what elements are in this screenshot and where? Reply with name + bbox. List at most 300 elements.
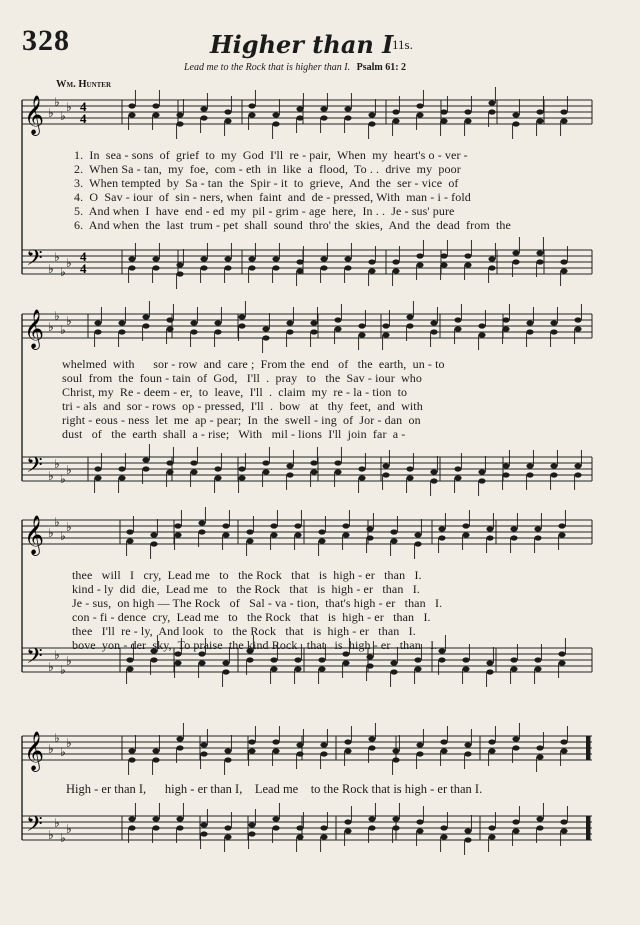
- note-head: [334, 317, 341, 322]
- note-head: [166, 469, 173, 474]
- note-head: [296, 751, 303, 756]
- note-head: [382, 323, 389, 328]
- note-head: [392, 757, 399, 762]
- note-head: [176, 736, 183, 741]
- note-head: [296, 825, 303, 830]
- treble-clef-icon: 𝄞: [24, 95, 45, 135]
- hymn-title: Higher than I: [210, 30, 394, 59]
- note-head: [190, 460, 197, 465]
- note-head: [416, 751, 423, 756]
- note-head: [430, 329, 437, 334]
- music-system-4: [0, 716, 640, 886]
- note-head: [320, 825, 327, 830]
- note-head: [176, 825, 183, 830]
- note-head: [342, 660, 349, 665]
- flat-icon: ♭: [48, 660, 54, 674]
- note-head: [166, 326, 173, 331]
- note-head: [344, 748, 351, 753]
- note-head: [174, 532, 181, 537]
- note-head: [462, 666, 469, 671]
- note-head: [488, 100, 495, 105]
- note-head: [214, 475, 221, 480]
- note-head: [150, 657, 157, 662]
- bass-clef-icon: 𝄢: [26, 453, 43, 483]
- note-head: [462, 657, 469, 662]
- note-head: [222, 523, 229, 528]
- note-head: [382, 332, 389, 337]
- note-head: [454, 317, 461, 322]
- note-head: [560, 109, 567, 114]
- note-head: [118, 329, 125, 334]
- note-head: [238, 466, 245, 471]
- final-bar-line: [586, 816, 590, 840]
- flat-icon: ♭: [66, 463, 72, 477]
- note-head: [200, 256, 207, 261]
- note-head: [286, 329, 293, 334]
- note-head: [536, 109, 543, 114]
- note-head: [176, 262, 183, 267]
- flat-icon: ♭: [54, 731, 60, 745]
- note-head: [118, 466, 125, 471]
- note-head: [270, 657, 277, 662]
- note-head: [366, 663, 373, 668]
- note-head: [272, 256, 279, 261]
- note-head: [318, 657, 325, 662]
- note-head: [440, 262, 447, 267]
- note-head: [344, 115, 351, 120]
- note-head: [272, 748, 279, 753]
- flat-icon: ♭: [54, 515, 60, 529]
- note-head: [152, 103, 159, 108]
- note-head: [464, 751, 471, 756]
- flat-icon: ♭: [66, 520, 72, 534]
- stanza-5-line-3: thee I'll re - ly, And look to the Rock that is high - er than I.: [72, 624, 416, 638]
- note-head: [318, 538, 325, 543]
- note-head: [294, 532, 301, 537]
- note-head: [486, 535, 493, 540]
- note-head: [142, 323, 149, 328]
- note-head: [190, 469, 197, 474]
- note-head: [392, 259, 399, 264]
- note-head: [286, 463, 293, 468]
- note-head: [440, 834, 447, 839]
- note-head: [526, 463, 533, 468]
- note-head: [502, 463, 509, 468]
- note-head: [214, 329, 221, 334]
- note-head: [238, 323, 245, 328]
- note-head: [294, 666, 301, 671]
- bass-clef-icon: 𝄢: [26, 246, 43, 276]
- note-head: [574, 317, 581, 322]
- note-head: [464, 109, 471, 114]
- flat-icon: ♭: [48, 469, 54, 483]
- note-head: [536, 118, 543, 123]
- note-head: [344, 256, 351, 261]
- note-head: [416, 253, 423, 258]
- note-head: [166, 317, 173, 322]
- note-head: [142, 466, 149, 471]
- note-head: [368, 825, 375, 830]
- note-head: [440, 118, 447, 123]
- stanza-5-line-2: right - eous - ness let me ap - pear; In the swell - ing of Jor - dan on: [62, 413, 421, 427]
- note-head: [464, 828, 471, 833]
- bass-staff: [22, 250, 592, 274]
- note-head: [502, 326, 509, 331]
- note-head: [224, 748, 231, 753]
- scripture-reference: Psalm 61: 2: [356, 62, 407, 73]
- note-head: [368, 816, 375, 821]
- note-head: [464, 742, 471, 747]
- flat-icon: ♭: [60, 323, 66, 337]
- treble-clef-icon: 𝄞: [24, 731, 45, 771]
- note-head: [214, 466, 221, 471]
- note-head: [560, 268, 567, 273]
- flat-icon: ♭: [60, 831, 66, 845]
- note-head: [440, 748, 447, 753]
- note-head: [390, 660, 397, 665]
- note-head: [320, 265, 327, 270]
- note-head: [118, 475, 125, 480]
- time-signature: 4: [80, 111, 87, 126]
- note-head: [222, 669, 229, 674]
- note-head: [224, 256, 231, 261]
- note-head: [558, 660, 565, 665]
- note-head: [344, 265, 351, 270]
- note-head: [128, 825, 135, 830]
- note-head: [368, 745, 375, 750]
- note-head: [510, 535, 517, 540]
- note-head: [272, 265, 279, 270]
- note-head: [560, 739, 567, 744]
- note-head: [152, 748, 159, 753]
- stanza-2-line-2: soul from the foun - tain of God, I'll . pray to the Sav - iour who: [62, 371, 422, 385]
- note-head: [286, 320, 293, 325]
- note-head: [464, 837, 471, 842]
- note-head: [334, 460, 341, 465]
- note-head: [430, 478, 437, 483]
- note-head: [262, 469, 269, 474]
- flat-icon: ♭: [66, 654, 72, 668]
- stanza-1-line-3: thee will I cry, Lead me to the Rock that is high - er than I.: [72, 568, 422, 582]
- note-head: [294, 657, 301, 662]
- note-head: [534, 535, 541, 540]
- note-head: [440, 825, 447, 830]
- note-head: [200, 822, 207, 827]
- note-head: [248, 822, 255, 827]
- bass-staff: [22, 816, 592, 840]
- note-head: [430, 320, 437, 325]
- flat-icon: ♭: [54, 95, 60, 109]
- note-head: [200, 115, 207, 120]
- stanza-6-line-3: bove yon - der sky, To praise the kind Rock that is high - er than I.: [72, 638, 438, 652]
- note-head: [224, 265, 231, 270]
- note-head: [440, 253, 447, 258]
- note-head: [128, 256, 135, 261]
- note-head: [440, 739, 447, 744]
- note-head: [414, 657, 421, 662]
- note-head: [334, 326, 341, 331]
- note-head: [368, 112, 375, 117]
- note-head: [438, 535, 445, 540]
- note-head: [152, 825, 159, 830]
- note-head: [406, 323, 413, 328]
- note-head: [174, 660, 181, 665]
- note-head: [536, 745, 543, 750]
- note-head: [128, 103, 135, 108]
- final-bar-line: [586, 736, 590, 760]
- note-head: [128, 265, 135, 270]
- note-head: [222, 532, 229, 537]
- note-head: [512, 121, 519, 126]
- note-head: [488, 825, 495, 830]
- composer: Wm. Hunter: [56, 79, 112, 90]
- flat-icon: ♭: [48, 320, 54, 334]
- note-head: [318, 666, 325, 671]
- flat-icon: ♭: [54, 816, 60, 830]
- note-head: [558, 651, 565, 656]
- note-head: [320, 751, 327, 756]
- note-head: [224, 834, 231, 839]
- note-head: [358, 323, 365, 328]
- flat-icon: ♭: [48, 106, 54, 120]
- hymn-number: 328: [22, 24, 70, 57]
- note-head: [390, 669, 397, 674]
- stanza-6-line-1: 6. And when the last trum - pet shall sound thro' the skies, And the dead from the: [74, 218, 511, 232]
- note-head: [438, 526, 445, 531]
- note-head: [512, 745, 519, 750]
- stanza-4-line-2: tri - als and sor - rows op - pressed, I'll . bow at thy feet, and with: [62, 399, 423, 413]
- note-head: [344, 106, 351, 111]
- note-head: [270, 523, 277, 528]
- note-head: [406, 466, 413, 471]
- note-head: [310, 320, 317, 325]
- note-head: [462, 523, 469, 528]
- note-head: [270, 666, 277, 671]
- flat-icon: ♭: [66, 100, 72, 114]
- note-head: [152, 265, 159, 270]
- note-head: [414, 541, 421, 546]
- note-head: [176, 816, 183, 821]
- note-head: [200, 742, 207, 747]
- flat-icon: ♭: [48, 526, 54, 540]
- note-head: [286, 472, 293, 477]
- note-head: [534, 657, 541, 662]
- note-head: [574, 472, 581, 477]
- note-head: [366, 535, 373, 540]
- refrain-line: High - er than I, high - er than I, Lead me to the Rock that is high - er than I.: [66, 782, 483, 796]
- flat-icon: ♭: [54, 250, 60, 264]
- note-head: [478, 332, 485, 337]
- note-head: [176, 112, 183, 117]
- time-signature: 4: [80, 261, 87, 276]
- note-head: [248, 265, 255, 270]
- flat-icon: ♭: [48, 742, 54, 756]
- note-head: [414, 666, 421, 671]
- note-head: [534, 526, 541, 531]
- note-head: [512, 250, 519, 255]
- note-head: [488, 748, 495, 753]
- note-head: [270, 532, 277, 537]
- note-head: [238, 475, 245, 480]
- note-head: [510, 666, 517, 671]
- note-head: [246, 529, 253, 534]
- note-head: [200, 751, 207, 756]
- note-head: [152, 256, 159, 261]
- note-head: [94, 320, 101, 325]
- note-head: [174, 523, 181, 528]
- note-head: [128, 748, 135, 753]
- note-head: [342, 523, 349, 528]
- note-head: [502, 317, 509, 322]
- note-head: [406, 314, 413, 319]
- note-head: [262, 335, 269, 340]
- note-head: [294, 523, 301, 528]
- stanza-1-line-2: whelmed with sor - row and care ; From the end of the earth, un - to: [62, 357, 445, 371]
- note-head: [344, 828, 351, 833]
- note-head: [128, 112, 135, 117]
- note-head: [262, 460, 269, 465]
- note-head: [150, 532, 157, 537]
- note-head: [150, 541, 157, 546]
- note-head: [118, 320, 125, 325]
- note-head: [416, 742, 423, 747]
- note-head: [560, 748, 567, 753]
- note-head: [512, 819, 519, 824]
- note-head: [512, 112, 519, 117]
- note-head: [438, 657, 445, 662]
- note-head: [272, 121, 279, 126]
- flat-icon: ♭: [60, 265, 66, 279]
- note-head: [526, 329, 533, 334]
- note-head: [262, 326, 269, 331]
- stanza-3-line-2: Christ, my Re - deem - er, to leave, I'll . claim my re - la - tion to: [62, 385, 408, 399]
- note-head: [478, 469, 485, 474]
- flat-icon: ♭: [66, 314, 72, 328]
- note-head: [94, 329, 101, 334]
- note-head: [368, 268, 375, 273]
- note-head: [512, 259, 519, 264]
- note-head: [550, 329, 557, 334]
- note-head: [560, 118, 567, 123]
- note-head: [414, 532, 421, 537]
- note-head: [142, 457, 149, 462]
- note-head: [320, 115, 327, 120]
- note-head: [142, 314, 149, 319]
- treble-staff: [22, 520, 592, 544]
- flat-icon: ♭: [60, 109, 66, 123]
- note-head: [246, 538, 253, 543]
- note-head: [238, 314, 245, 319]
- note-head: [512, 736, 519, 741]
- note-head: [248, 103, 255, 108]
- flat-icon: ♭: [48, 262, 54, 276]
- note-head: [502, 472, 509, 477]
- note-head: [152, 112, 159, 117]
- note-head: [248, 748, 255, 753]
- flat-icon: ♭: [60, 663, 66, 677]
- note-head: [488, 739, 495, 744]
- note-head: [416, 103, 423, 108]
- flat-icon: ♭: [54, 457, 60, 471]
- note-head: [526, 472, 533, 477]
- note-head: [488, 109, 495, 114]
- note-head: [320, 834, 327, 839]
- note-head: [334, 469, 341, 474]
- note-head: [198, 520, 205, 525]
- note-head: [152, 816, 159, 821]
- note-head: [190, 320, 197, 325]
- note-head: [296, 106, 303, 111]
- note-head: [536, 816, 543, 821]
- note-head: [224, 757, 231, 762]
- note-head: [214, 320, 221, 325]
- stanza-3-line-3: Je - sus, on high — The Rock of Sal - va - tion, that's high - er than I.: [72, 596, 443, 610]
- epigraph: [184, 62, 406, 73]
- note-head: [248, 256, 255, 261]
- flat-icon: ♭: [66, 736, 72, 750]
- note-head: [558, 523, 565, 528]
- note-head: [478, 478, 485, 483]
- note-head: [536, 259, 543, 264]
- note-head: [126, 657, 133, 662]
- stanza-2-line-1: 2. When Sa - tan, my foe, com - eth in like a flood, To . . drive my poor: [74, 162, 461, 176]
- note-head: [224, 118, 231, 123]
- note-head: [368, 259, 375, 264]
- note-head: [94, 475, 101, 480]
- note-head: [126, 666, 133, 671]
- note-head: [224, 825, 231, 830]
- stanza-3-line-1: 3. When tempted by Sa - tan the Spir - it to grieve, And the ser - vice of: [74, 176, 459, 190]
- note-head: [358, 466, 365, 471]
- note-head: [318, 529, 325, 534]
- time-signature: 4: [80, 99, 87, 114]
- note-head: [430, 469, 437, 474]
- note-head: [416, 828, 423, 833]
- stanza-5-line-1: 5. And when I have end - ed my pil - grim - age here, In . . Je - sus' pure: [74, 204, 455, 218]
- note-head: [128, 816, 135, 821]
- stanza-2-line-3: kind - ly did die, Lead me to the Rock that is high - er than I.: [72, 582, 420, 596]
- note-head: [438, 648, 445, 653]
- stanza-4-line-1: 4. O Sav - iour of sin - ners, when faint and de - pressed, With man - i - fold: [74, 190, 471, 204]
- note-head: [558, 532, 565, 537]
- note-head: [198, 660, 205, 665]
- treble-clef-icon: 𝄞: [24, 515, 45, 555]
- flat-icon: ♭: [66, 256, 72, 270]
- note-head: [296, 268, 303, 273]
- note-head: [200, 106, 207, 111]
- treble-staff: [22, 100, 592, 124]
- bass-clef-icon: 𝄢: [26, 812, 43, 842]
- note-head: [390, 529, 397, 534]
- note-head: [440, 109, 447, 114]
- note-head: [488, 265, 495, 270]
- note-head: [486, 660, 493, 665]
- note-head: [488, 256, 495, 261]
- note-head: [320, 106, 327, 111]
- note-head: [248, 831, 255, 836]
- note-head: [416, 262, 423, 267]
- note-head: [358, 332, 365, 337]
- note-head: [536, 754, 543, 759]
- note-head: [478, 323, 485, 328]
- note-head: [526, 320, 533, 325]
- note-head: [190, 329, 197, 334]
- note-head: [310, 460, 317, 465]
- note-head: [510, 657, 517, 662]
- note-head: [200, 265, 207, 270]
- note-head: [392, 109, 399, 114]
- flat-icon: ♭: [60, 472, 66, 486]
